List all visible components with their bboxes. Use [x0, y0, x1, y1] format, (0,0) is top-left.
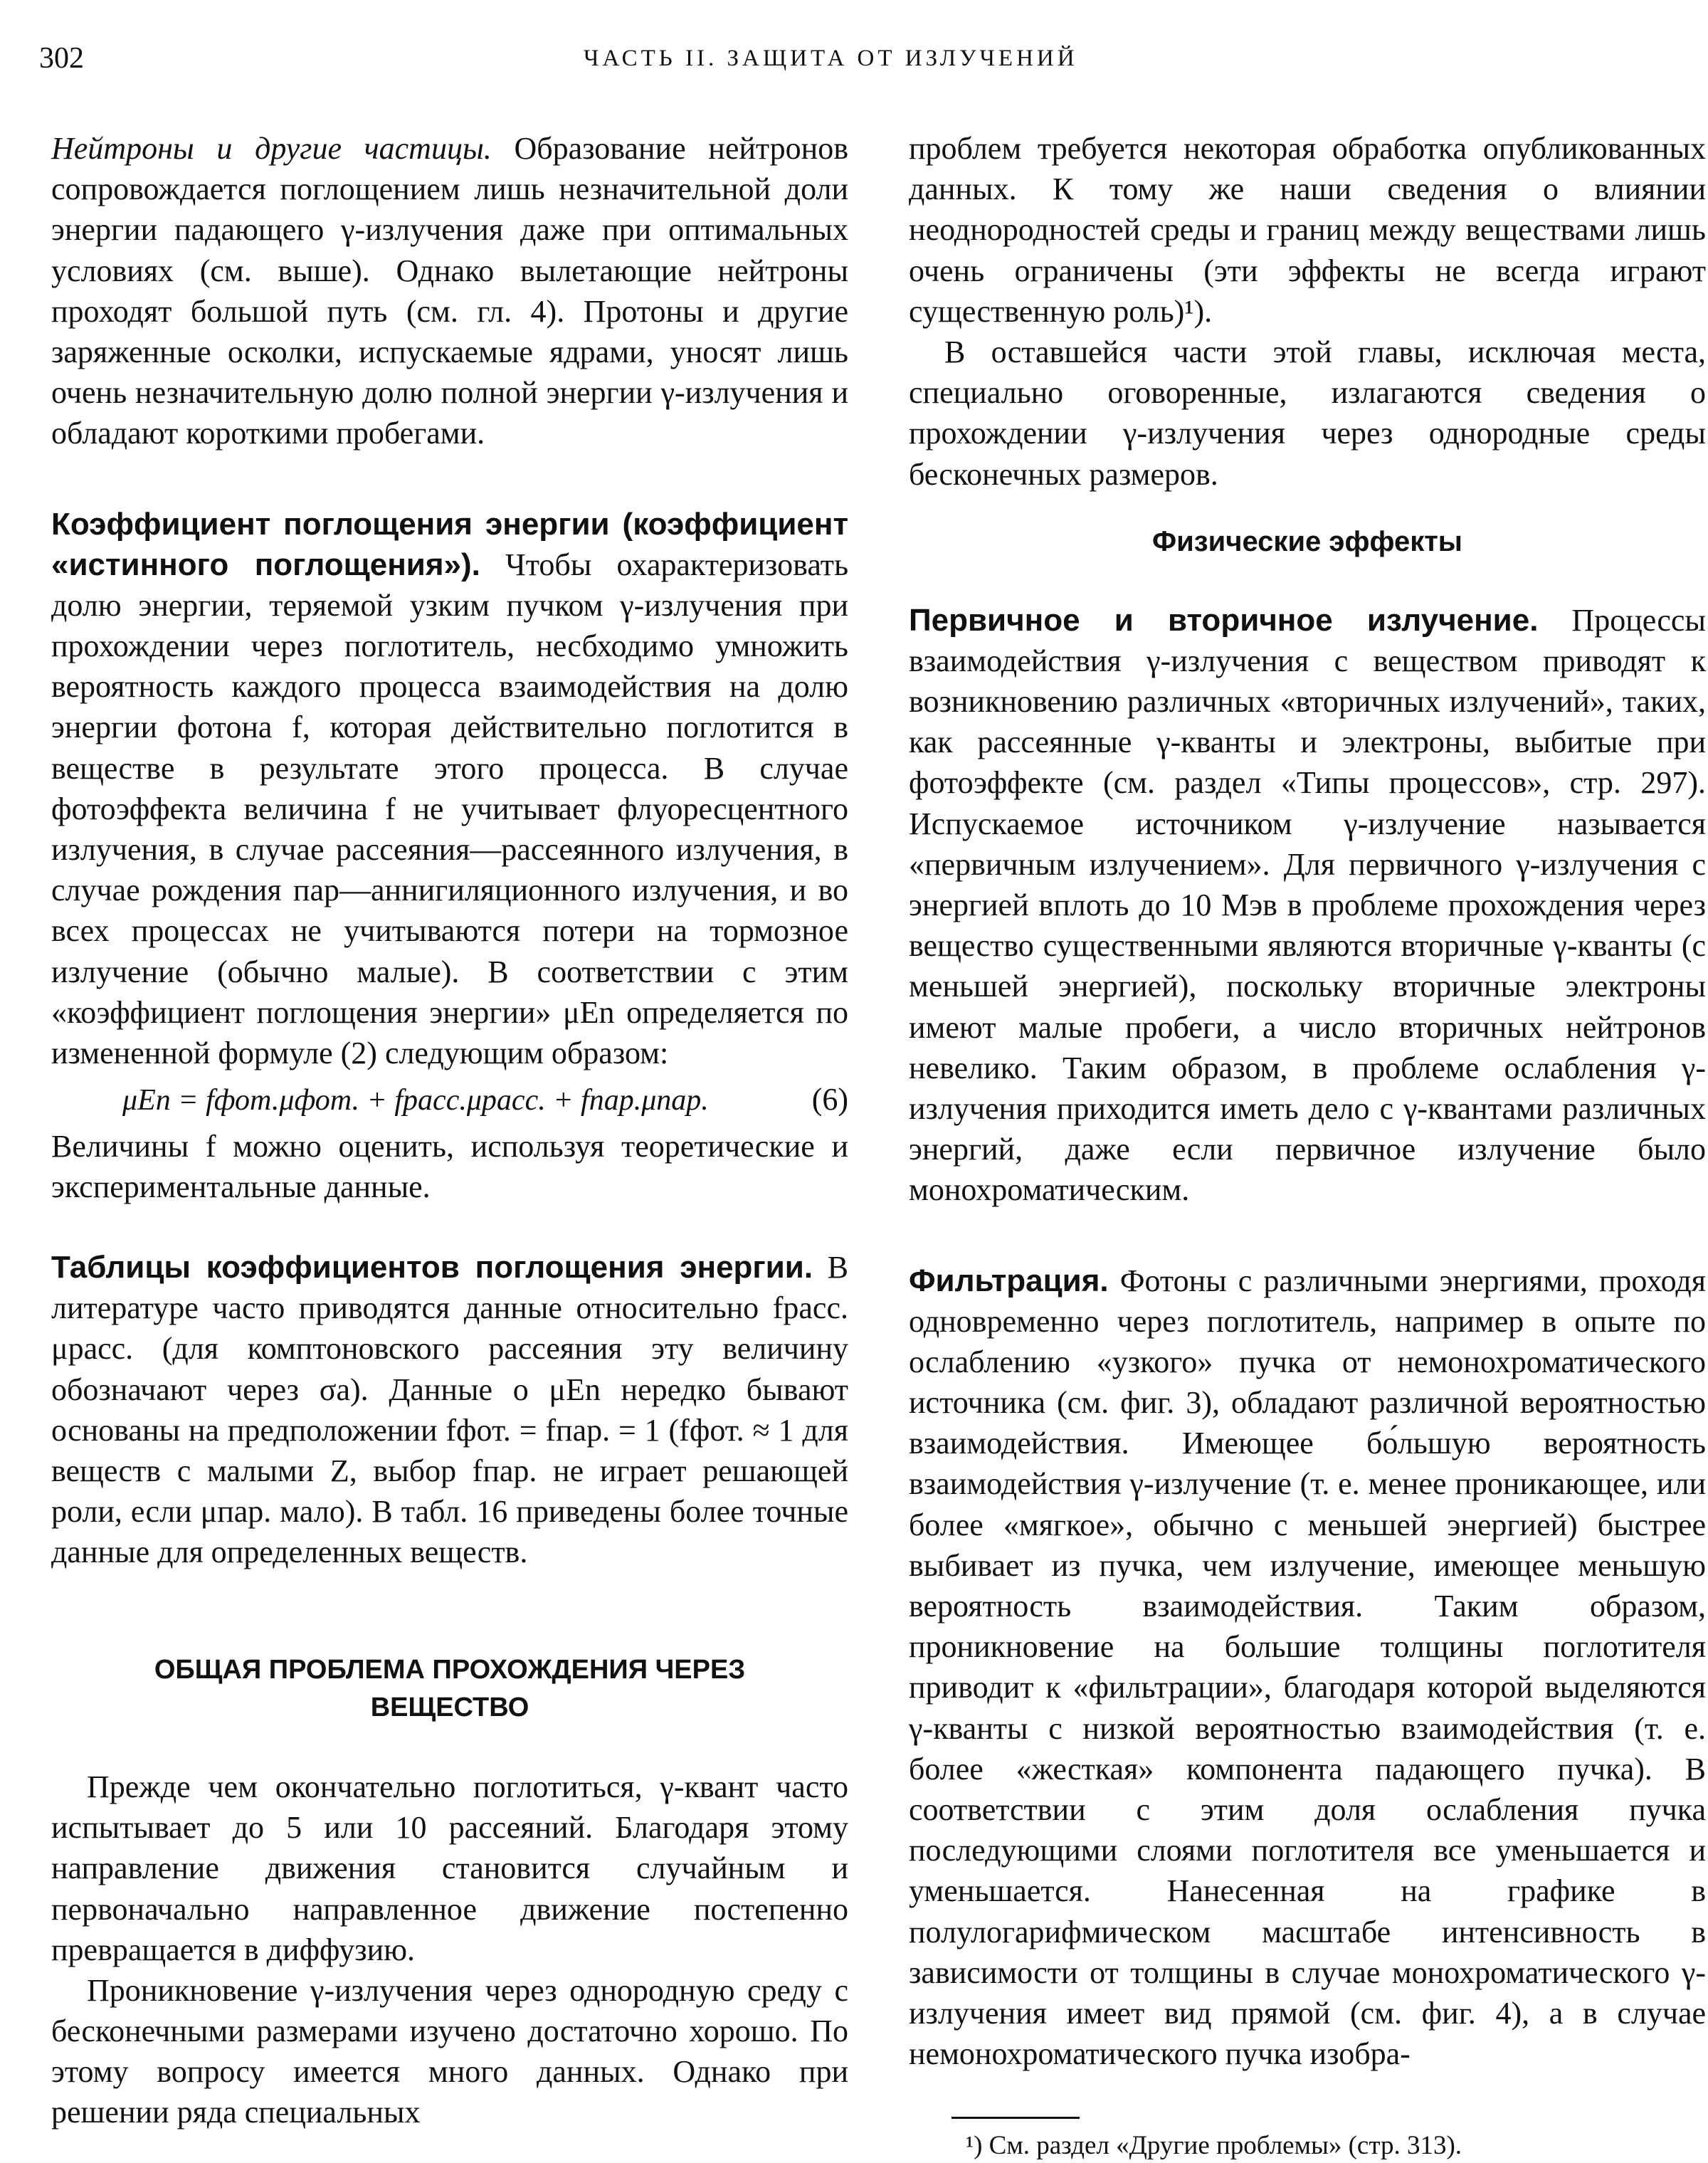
right-column: [909, 128, 1706, 2163]
paragraph-filtration: [909, 1261, 1706, 2075]
footnote-rule: [951, 2117, 1080, 2119]
subsection-heading: Физические эффекты: [1152, 525, 1462, 557]
text-absorption-coefficient: Чтобы охарактеризовать долю энергии, теряемой узким пучком γ-излучения при прохождении через поглотитель, несбходимо умножить вероятность каждого процесса взаимодействия на долю энергии фотона f, которая действительно поглотится в веществе в результате этого процесса. В случае фотоэффекта величина f не учитывает флуоресцентного излучения, в случае рассеяния—рассеянного излучения, в случае рождения пар—аннигиляционного излучения, и во всех процессах не учитываются потери на тормозное излучение (обычно малые). В соответствии с этим «коэффициент поглощения энергии» μEn определяется по измененной формуле (2) следующим образом:: [51, 547, 849, 1070]
paragraph-neutrons: [51, 128, 848, 454]
paragraph-continued: проблем требуется некоторая обработка опубликованных данных. К тому же наши сведения о влиянии неоднородностей среды и границ между веществами лишь очень ограничены (эти эффекты не всегда играют существенную роль)¹).: [909, 131, 1706, 329]
running-head: ЧАСТЬ II. ЗАЩИТА ОТ ИЗЛУЧЕНИЙ: [584, 46, 1078, 71]
runin-tables: Таблицы коэффициентов поглощения энергии.: [51, 1250, 813, 1285]
paragraph-primary-secondary: [909, 600, 1706, 1211]
page-number: 302: [39, 42, 84, 75]
paragraph-general-1: Прежде чем окончательно поглотиться, γ-квант часто испытывает до 5 или 10 рассеяний. Благодаря этому направление движения становится случайным и первоначально направленное движение постепенно превращается в диффузию.: [51, 1769, 848, 1967]
runin-filtration: Фильтрация.: [909, 1263, 1109, 1298]
paragraph-remaining: В оставшейся части этой главы, исключая места, специально оговоренные, излагаются сведения о прохождении γ-излучения через однородные среды бесконечных размеров.: [909, 334, 1706, 492]
text-filtration: Фотоны с различными энергиями, проходя одновременно через поглотитель, например в опыте по ослаблению «узкого» пучка от немонохроматического источника (см. фиг. 3), обладают различной вероятностью взаимодействия. Имеющее бо́льшую вероятность взаимодействия γ-излучение (т. е. менее проникающее, или более «мягкое», обычно с меньшей энергией) быстрее выбивает из пучка, чем излучение, имеющее меньшую вероятность взаимодействия. Таким образом, проникновение на большие толщины поглотителя приводит к «фильтрации», благодаря которой выделяются γ-кванты с низкой вероятностью взаимодействия (т. е. более «жесткая» компонента падающего пучка). В соответствии с этим доля ослабления пучка последующими слоями поглотителя все уменьшается и уменьшается. Нанесенная на графике в полулогарифмическом масштабе интенсивность в зависимости от толщины в случае монохроматического γ-излучения имеет вид прямой (см. фиг. 4), а в случае немонохроматического пучка изобра-: [909, 1263, 1706, 2072]
paragraph-general-2: Проникновение γ-излучения через однородную среду с бесконечными размерами изучено достаточно хорошо. По этому вопросу имеется много данных. Однако при решении ряда специальных: [51, 1972, 848, 2130]
runin-absorption-coefficient: Коэффициент поглощения энергии (коэффициент «истинного поглощения»).: [51, 506, 848, 582]
section-heading: [51, 1651, 848, 1727]
formula-text: μEn = fфот.μфот. + fрасс.μрасс. + fпар.μпар.: [122, 1084, 709, 1117]
formula-6: [51, 1073, 848, 1126]
section-heading-line2: ВЕЩЕСТВО: [370, 1692, 529, 1722]
paragraph-after-formula: Величины f можно оценить, используя теоретические и экспериментальные данные.: [51, 1128, 848, 1204]
paragraph-absorption-coefficient: [51, 504, 848, 1074]
footnote: ¹) См. раздел «Другие проблемы» (стр. 313).: [966, 2131, 1462, 2161]
runin-neutrons: Нейтроны и другие частицы.: [51, 131, 492, 166]
section-heading-line1: ОБЩАЯ ПРОБЛЕМА ПРОХОЖДЕНИЯ ЧЕРЕЗ: [154, 1654, 746, 1685]
runin-primary-secondary: Первичное и вторичное излучение.: [909, 602, 1539, 638]
text-primary-secondary: Процессы взаимодействия γ-излучения с веществом приводят к возникновению различных «вторичных излучений», таких, как рассеянные γ-кванты и электроны, выбитые при фотоэффекте (см. раздел «Типы процессов», стр. 297). Испускаемое источником γ-излучение называется «первичным излучением». Для первичного γ-излучения с энергией вплоть до 10 Мэв в проблеме прохождения через вещество существенными являются вторичные γ-кванты (с меньшей энергией), поскольку вторичные электроны имеют малые пробеги, а число вторичных нейтронов невелико. Таким образом, в проблеме ослабления γ-излучения приходится иметь дело с γ-квантами различных энергий, даже если первичное излучение было монохроматическим.: [909, 602, 1706, 1208]
left-column: [51, 128, 848, 2133]
formula-number: (6): [811, 1082, 848, 1117]
text-tables: В литературе часто приводятся данные относительно fрасс. μрасс. (для комптоновского рассеяния эту величину обозначают через σa). Данные о μEn нередко бывают основаны на предположении fфот. = fпар. = 1 (fфот. ≈ 1 для веществ с малыми Z, выбор fпар. не играет решающей роли, если μпар. мало). В табл. 16 приведены более точные данные для определенных веществ.: [51, 1250, 848, 1570]
text-neutrons: Образование нейтронов сопровождается поглощением лишь незначительной доли энергии падающего γ-излучения даже при оптимальных условиях (см. выше). Однако вылетающие нейтроны проходят большой путь (см. гл. 4). Протоны и другие заряженные осколки, испускаемые ядрами, уносят лишь очень незначительную долю полной энергии γ-излучения и обладают короткими пробегами.: [51, 131, 849, 451]
paragraph-tables: [51, 1247, 848, 1573]
